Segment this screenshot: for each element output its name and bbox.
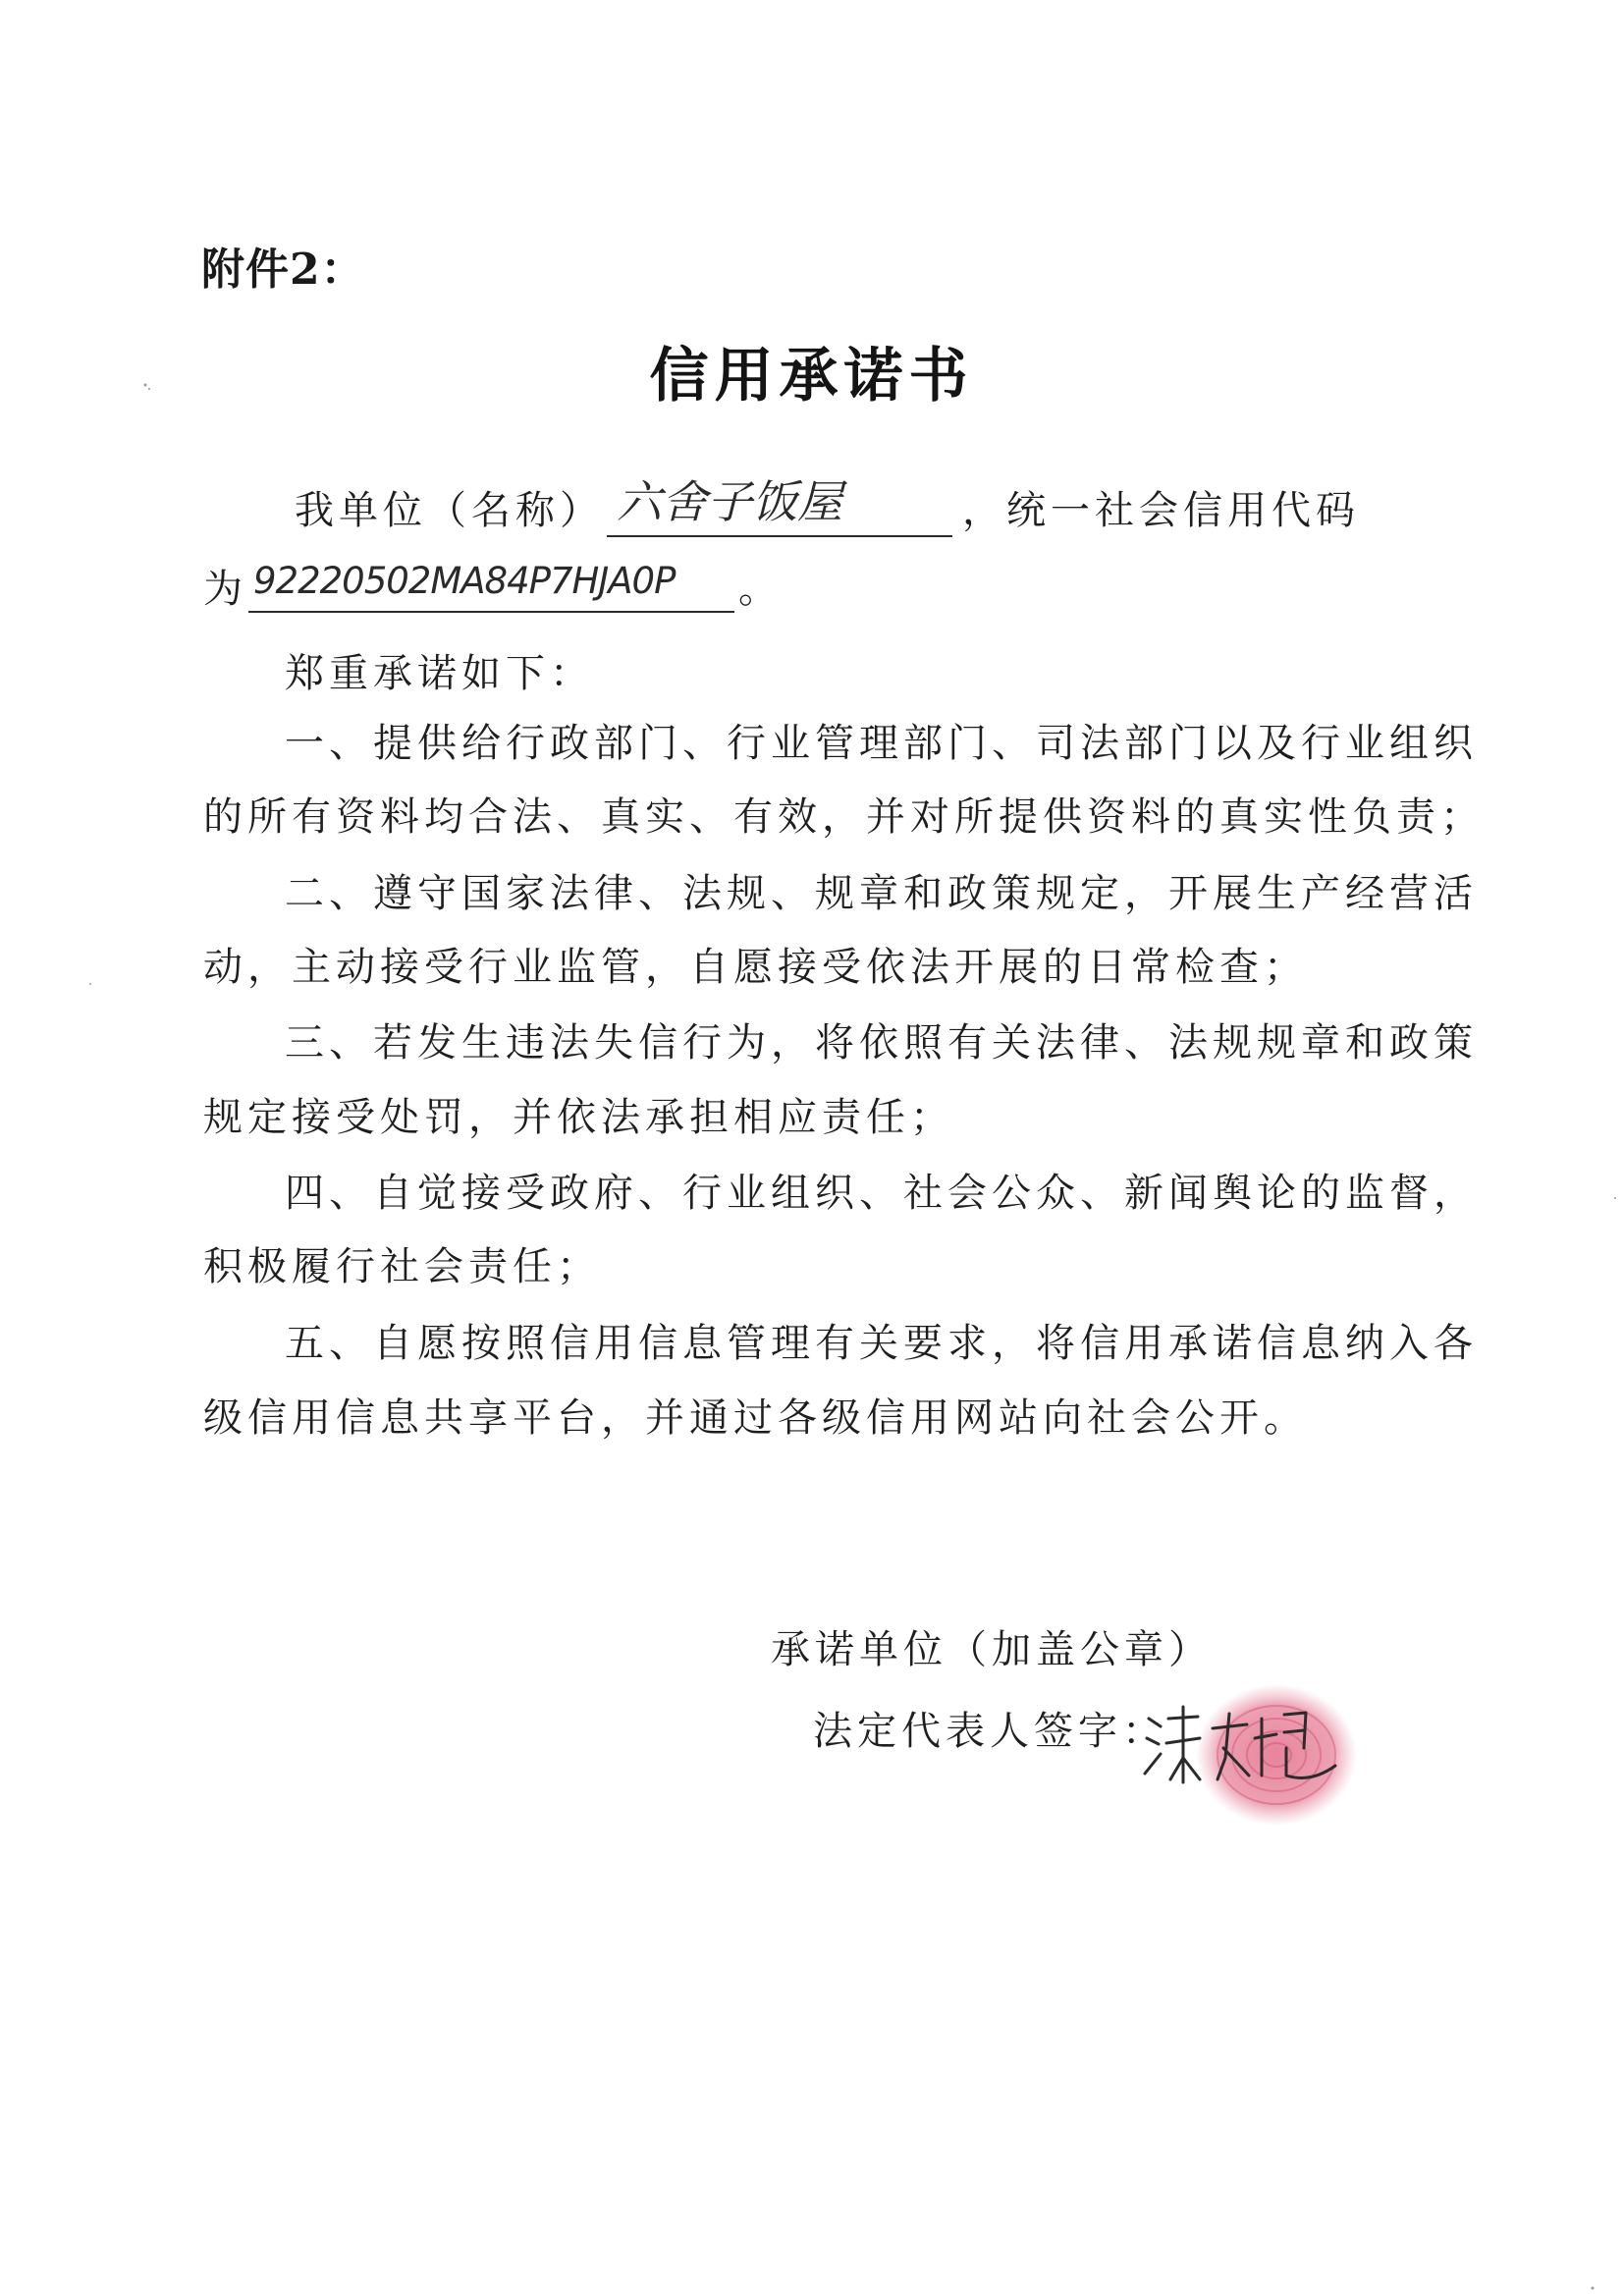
company-name-underline: [607, 535, 952, 537]
pledge-item-2-line1: 二、遵守国家法律、法规、规章和政策规定，开展生产经营活: [285, 871, 1478, 916]
pledging-unit-label: 承诺单位（加盖公章）: [771, 1627, 1213, 1672]
intro-prefix: 我单位（名称）: [295, 488, 604, 533]
pledge-item-4-line1: 四、自觉接受政府、行业组织、社会公众、新闻舆论的监督，: [285, 1171, 1478, 1216]
signature-strokes: [1139, 1689, 1345, 1797]
document-title: 信用承诺书: [649, 342, 974, 410]
company-name-handwritten: 六舍子饭屋: [617, 475, 842, 528]
pledge-heading: 郑重承诺如下：: [285, 651, 594, 696]
attachment-label: 附件2：: [201, 245, 365, 295]
legal-rep-label: 法定代表人签字：: [813, 1709, 1166, 1754]
pledge-item-5-line1: 五、自愿按照信用信息管理有关要求，将信用承诺信息纳入各: [285, 1321, 1478, 1366]
pledge-item-5-line2: 级信用信息共享平台，并通过各级信用网站向社会公开。: [203, 1395, 1308, 1441]
intro-line2-suffix: 。: [738, 567, 783, 612]
pledge-item-3-line2: 规定接受处罚，并依法承担相应责任；: [203, 1095, 954, 1140]
intro-line2-prefix: 为: [203, 567, 247, 612]
pledge-item-1-line2: 的所有资料均合法、真实、有效，并对所提供资料的真实性负责；: [203, 794, 1485, 840]
pledge-item-1-line1: 一、提供给行政部门、行业管理部门、司法部门以及行业组织: [285, 721, 1478, 766]
credit-code-handwritten: 92220502MA84P7HJA0P: [253, 560, 676, 602]
pledge-item-2-line2: 动，主动接受行业监管，自愿接受依法开展的日常检查；: [203, 945, 1308, 990]
credit-code-underline: [248, 611, 734, 613]
pledge-item-4-line2: 积极履行社会责任；: [203, 1244, 601, 1289]
intro-suffix: ，统一社会信用代码: [962, 488, 1360, 533]
pledge-item-3-line1: 三、若发生违法失信行为，将依照有关法律、法规规章和政策: [285, 1020, 1478, 1066]
